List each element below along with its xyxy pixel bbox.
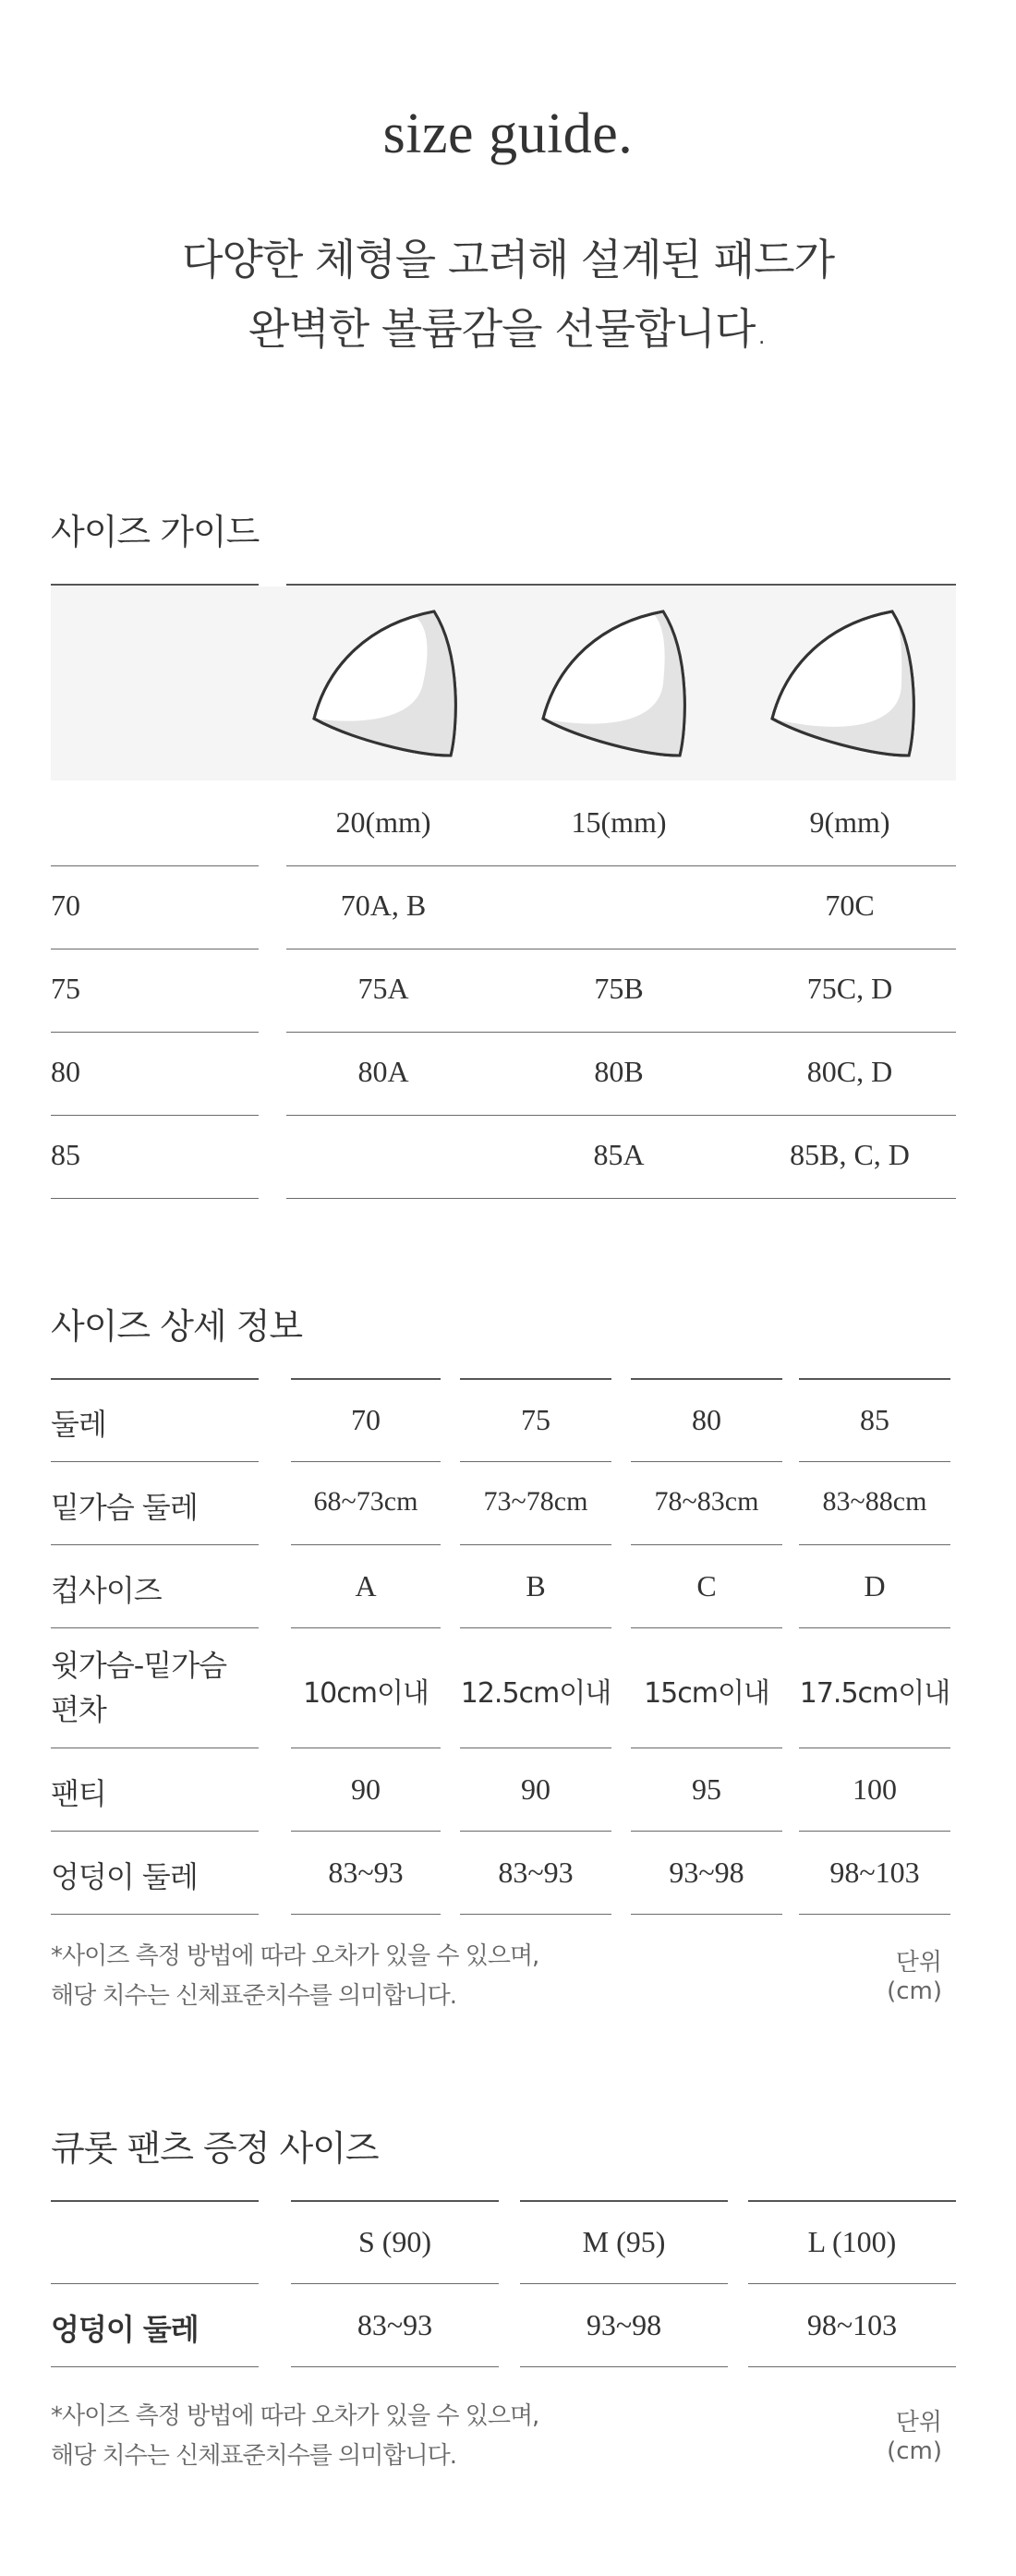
table-cell: 83~88cm	[822, 1486, 927, 1517]
divider	[631, 1831, 782, 1832]
divider	[799, 1378, 950, 1380]
table-cell: 12.5cm이내	[460, 1677, 611, 1710]
table-cell: C	[696, 1569, 717, 1602]
divider	[631, 1627, 782, 1628]
subtitle-line-2: 완벽한 볼륨감을 선물합니다.	[248, 304, 768, 354]
table-cell: 100	[853, 1772, 897, 1806]
row-label-line-1: 윗가슴-밑가슴	[51, 1648, 227, 1683]
table-cell: 70C	[825, 889, 875, 922]
divider	[286, 1115, 956, 1116]
table-cell: 83~93	[328, 1856, 404, 1889]
divider	[286, 865, 956, 866]
table-cell: 85B, C, D	[790, 1138, 910, 1171]
table-cell: 68~73cm	[313, 1486, 418, 1517]
table-cell: 75A	[357, 972, 409, 1005]
divider	[51, 1831, 259, 1832]
row-label: 둘레	[51, 1407, 106, 1442]
table-cell: 80C, D	[806, 1055, 893, 1088]
divider	[748, 2366, 956, 2367]
divider	[51, 2200, 259, 2202]
col-header-15mm: 15(mm)	[571, 805, 667, 839]
divider	[748, 2200, 956, 2202]
table-cell: 73~78cm	[483, 1486, 588, 1517]
divider	[51, 2283, 259, 2284]
divider	[520, 2283, 728, 2284]
subtitle-line-1: 다양한 체형을 고려해 설계된 패드가	[181, 235, 835, 284]
divider	[286, 584, 956, 586]
divider	[291, 1914, 441, 1915]
table-cell: 70	[351, 1403, 381, 1436]
table-cell: 17.5cm이내	[799, 1677, 950, 1710]
divider	[51, 1378, 259, 1380]
table-cell: 85A	[593, 1138, 645, 1171]
row-label: 밑가슴 둘레	[51, 1490, 198, 1525]
divider	[51, 1627, 259, 1628]
divider	[291, 1544, 441, 1545]
table-cell: 85	[860, 1403, 889, 1436]
divider	[51, 865, 259, 866]
divider	[291, 2283, 499, 2284]
note-line-1: *사이즈 측정 방법에 따라 오차가 있을 수 있으며,	[51, 1942, 539, 1970]
divider	[460, 1544, 611, 1545]
table-cell: 95	[692, 1772, 721, 1806]
row-label: 75	[51, 972, 80, 1005]
divider	[748, 2283, 956, 2284]
unit-label: 단위(cm)	[887, 1949, 942, 2005]
row-label: 85	[51, 1138, 80, 1171]
table-cell: 80B	[594, 1055, 644, 1088]
divider	[286, 1198, 956, 1199]
divider	[520, 2200, 728, 2202]
divider	[286, 1032, 956, 1033]
divider	[51, 1914, 259, 1915]
col-header-l: L (100)	[807, 2225, 897, 2258]
row-label: 팬티	[51, 1776, 106, 1811]
culotte-heading: 큐롯 팬츠 증정 사이즈	[51, 2128, 379, 2169]
divider	[460, 1461, 611, 1462]
table-cell: 80	[692, 1403, 721, 1436]
bra-pad-icon	[534, 600, 695, 767]
divider	[631, 1378, 782, 1380]
table-cell: 83~93	[498, 1856, 574, 1889]
table-cell: 83~93	[357, 2308, 433, 2341]
table-cell: 75C, D	[806, 972, 893, 1005]
note-line-1: *사이즈 측정 방법에 따라 오차가 있을 수 있으며,	[51, 2402, 539, 2430]
divider	[291, 1461, 441, 1462]
divider	[460, 1627, 611, 1628]
table-cell: D	[864, 1569, 886, 1602]
divider	[291, 1831, 441, 1832]
divider	[291, 1627, 441, 1628]
row-label: 엉덩이 둘레	[51, 1859, 198, 1894]
table-cell: 93~98	[586, 2308, 662, 2341]
table-cell: B	[526, 1569, 546, 1602]
table-cell: 70A, B	[340, 889, 427, 922]
divider	[291, 2366, 499, 2367]
table-cell: 78~83cm	[654, 1486, 759, 1517]
table-cell: 93~98	[669, 1856, 744, 1889]
bra-pad-icon	[763, 600, 925, 767]
page-title: size guide.	[382, 103, 634, 165]
divider	[631, 1461, 782, 1462]
size-guide-heading: 사이즈 가이드	[51, 512, 260, 552]
divider	[51, 1032, 259, 1033]
divider	[631, 1544, 782, 1545]
table-cell: 98~103	[829, 1856, 920, 1889]
divider	[51, 1461, 259, 1462]
divider	[799, 1461, 950, 1462]
divider	[51, 1544, 259, 1545]
row-label: 엉덩이 둘레	[51, 2312, 199, 2347]
table-cell: 75B	[594, 972, 644, 1005]
unit-label: 단위(cm)	[887, 2409, 942, 2465]
row-label: 80	[51, 1055, 80, 1088]
col-header-s: S (90)	[357, 2225, 432, 2258]
note-line-2: 해당 치수는 신체표준치수를 의미합니다.	[51, 2442, 457, 2470]
divider	[799, 1914, 950, 1915]
divider	[51, 2366, 259, 2367]
table-cell: 80A	[357, 1055, 409, 1088]
col-header-9mm: 9(mm)	[809, 805, 890, 839]
row-label: 70	[51, 889, 80, 922]
divider	[51, 1198, 259, 1199]
divider	[799, 1627, 950, 1628]
divider	[291, 2200, 499, 2202]
bra-pad-icon	[305, 600, 466, 767]
table-cell: A	[355, 1569, 377, 1602]
divider	[520, 2366, 728, 2367]
table-cell: 75	[521, 1403, 550, 1436]
divider	[460, 1831, 611, 1832]
table-cell: 90	[521, 1772, 550, 1806]
divider	[631, 1914, 782, 1915]
col-header-m: M (95)	[582, 2225, 666, 2258]
divider	[799, 1831, 950, 1832]
row-label: 컵사이즈	[51, 1573, 162, 1608]
note-line-2: 해당 치수는 신체표준치수를 의미합니다.	[51, 1982, 457, 2010]
row-label-line-2: 편차	[51, 1692, 106, 1727]
size-detail-heading: 사이즈 상세 정보	[51, 1306, 303, 1347]
table-cell: 10cm이내	[303, 1677, 429, 1710]
divider	[51, 1115, 259, 1116]
table-cell: 15cm이내	[644, 1677, 769, 1710]
divider	[460, 1378, 611, 1380]
table-cell: 98~103	[806, 2308, 898, 2341]
table-cell: 90	[351, 1772, 381, 1806]
divider	[460, 1914, 611, 1915]
divider	[51, 584, 259, 586]
divider	[799, 1544, 950, 1545]
col-header-20mm: 20(mm)	[335, 805, 431, 839]
divider	[291, 1378, 441, 1380]
